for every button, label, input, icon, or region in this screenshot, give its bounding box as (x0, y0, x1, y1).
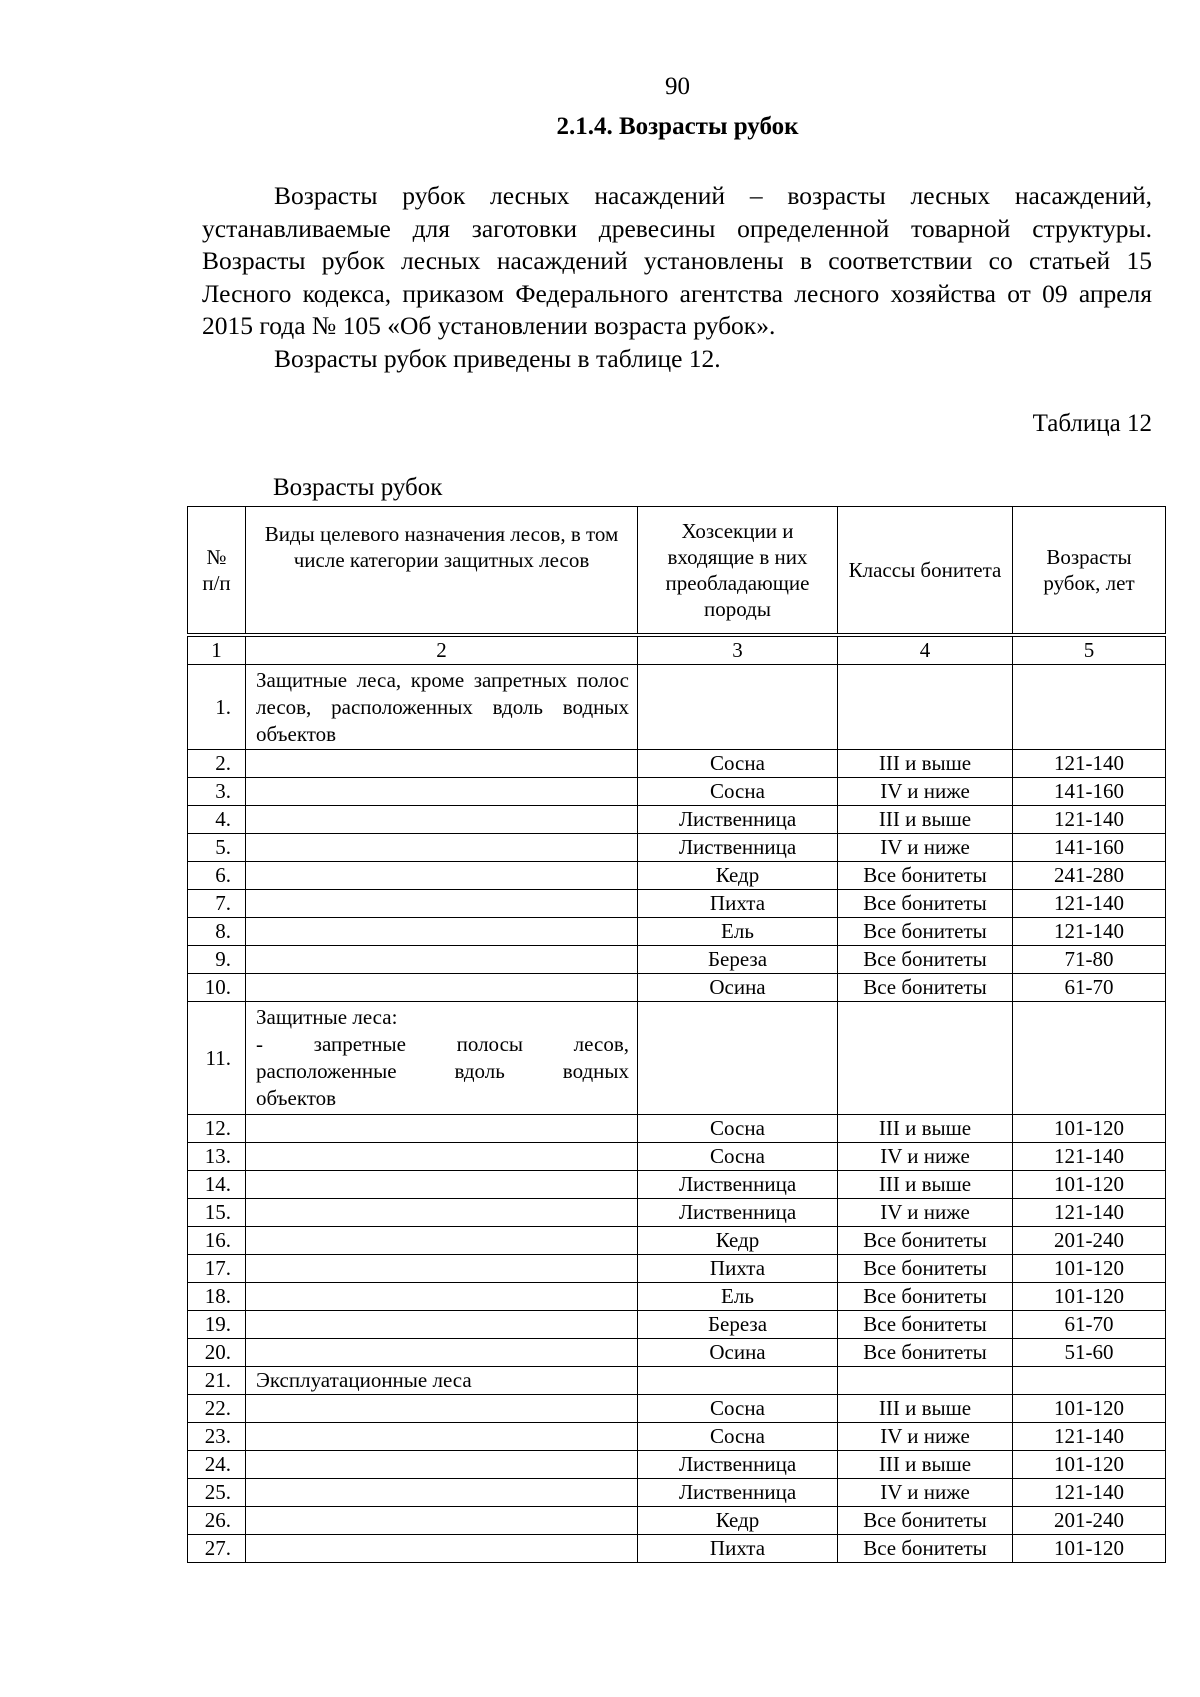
table-row (188, 806, 1166, 834)
row-number: 14. (188, 1171, 246, 1199)
species-cell: Пихта (638, 1535, 838, 1563)
row-number: 26. (188, 1507, 246, 1535)
bonitet-cell: Все бонитеты (838, 1283, 1013, 1311)
header-number-line1: № (206, 545, 227, 569)
table-row (188, 1199, 1166, 1227)
purpose-cell (246, 1339, 638, 1367)
row-number: 17. (188, 1255, 246, 1283)
table-row (188, 665, 1166, 750)
column-number: 4 (838, 635, 1013, 665)
cutting-age-cell: 101-120 (1013, 1283, 1166, 1311)
cutting-age-cell (1013, 1002, 1166, 1115)
row-number: 12. (188, 1115, 246, 1143)
purpose-cell (246, 862, 638, 890)
species-cell (638, 1367, 838, 1395)
bonitet-cell: III и выше (838, 1451, 1013, 1479)
species-cell: Лиственница (638, 1479, 838, 1507)
purpose-cell (246, 778, 638, 806)
header-number (188, 507, 246, 636)
cutting-age-cell: 51-60 (1013, 1339, 1166, 1367)
purpose-cell (246, 1227, 638, 1255)
table-row (188, 1451, 1166, 1479)
row-number: 20. (188, 1339, 246, 1367)
table-row (188, 974, 1166, 1002)
bonitet-cell (838, 1002, 1013, 1115)
species-cell: Сосна (638, 750, 838, 778)
row-number: 4. (188, 806, 246, 834)
cutting-age-cell: 241-280 (1013, 862, 1166, 890)
cutting-age-cell: 121-140 (1013, 750, 1166, 778)
table-row (188, 1115, 1166, 1143)
category-line: - запретные полосы лесов, (256, 1032, 629, 1056)
bonitet-cell: III и выше (838, 1171, 1013, 1199)
purpose-cell (246, 1507, 638, 1535)
bonitet-cell: Все бонитеты (838, 1227, 1013, 1255)
purpose-cell (246, 1255, 638, 1283)
purpose-cell (246, 750, 638, 778)
row-number: 10. (188, 974, 246, 1002)
table-header-row (188, 507, 1166, 636)
table-row (188, 1255, 1166, 1283)
category-protective-strips (246, 1002, 638, 1115)
table-row (188, 1227, 1166, 1255)
cutting-age-cell: 121-140 (1013, 1199, 1166, 1227)
bonitet-cell: III и выше (838, 806, 1013, 834)
row-number: 15. (188, 1199, 246, 1227)
table-row (188, 1479, 1166, 1507)
row-number: 21. (188, 1367, 246, 1395)
row-number: 7. (188, 890, 246, 918)
category-line: объектов (256, 1086, 337, 1110)
table-row (188, 1367, 1166, 1395)
bonitet-cell (838, 665, 1013, 750)
cutting-age-cell: 121-140 (1013, 806, 1166, 834)
page-number: 90 (665, 73, 690, 100)
table-row (188, 862, 1166, 890)
cutting-age-cell: 201-240 (1013, 1507, 1166, 1535)
bonitet-cell: IV и ниже (838, 1143, 1013, 1171)
row-number: 3. (188, 778, 246, 806)
cutting-age-cell: 121-140 (1013, 1479, 1166, 1507)
purpose-cell (246, 1479, 638, 1507)
species-cell: Пихта (638, 890, 838, 918)
row-number: 19. (188, 1311, 246, 1339)
table-row (188, 1507, 1166, 1535)
species-cell: Ель (638, 918, 838, 946)
purpose-cell (246, 1199, 638, 1227)
purpose-cell (246, 946, 638, 974)
row-number: 5. (188, 834, 246, 862)
table-row (188, 1171, 1166, 1199)
category-exploitation-forests: Эксплуатационные леса (246, 1367, 638, 1395)
purpose-cell (246, 1115, 638, 1143)
row-number: 23. (188, 1423, 246, 1451)
row-number: 16. (188, 1227, 246, 1255)
purpose-cell (246, 806, 638, 834)
row-number: 22. (188, 1395, 246, 1423)
purpose-cell (246, 1395, 638, 1423)
section-title: 2.1.4. Возрасты рубок (556, 113, 799, 140)
row-number: 24. (188, 1451, 246, 1479)
header-number-line2: п/п (202, 571, 231, 595)
bonitet-cell: Все бонитеты (838, 1507, 1013, 1535)
row-number: 11. (188, 1002, 246, 1115)
bonitet-cell (838, 1367, 1013, 1395)
purpose-cell (246, 1423, 638, 1451)
purpose-cell (246, 1171, 638, 1199)
cutting-age-cell: 71-80 (1013, 946, 1166, 974)
row-number: 6. (188, 862, 246, 890)
table-label: Таблица 12 (1032, 410, 1152, 437)
cutting-age-cell: 101-120 (1013, 1171, 1166, 1199)
species-cell: Лиственница (638, 806, 838, 834)
species-cell: Кедр (638, 1507, 838, 1535)
table-row (188, 834, 1166, 862)
bonitet-cell: Все бонитеты (838, 890, 1013, 918)
cutting-ages-table (187, 506, 1166, 1563)
cutting-age-cell: 121-140 (1013, 890, 1166, 918)
bonitet-cell: Все бонитеты (838, 1535, 1013, 1563)
species-cell: Осина (638, 1339, 838, 1367)
table-row (188, 918, 1166, 946)
species-cell: Лиственница (638, 1199, 838, 1227)
column-number: 1 (188, 635, 246, 665)
cutting-age-cell (1013, 665, 1166, 750)
species-cell: Кедр (638, 1227, 838, 1255)
purpose-cell (246, 1311, 638, 1339)
table-row (188, 1311, 1166, 1339)
row-number: 27. (188, 1535, 246, 1563)
row-number: 9. (188, 946, 246, 974)
cutting-age-cell: 201-240 (1013, 1227, 1166, 1255)
bonitet-cell: Все бонитеты (838, 946, 1013, 974)
bonitet-cell: IV и ниже (838, 778, 1013, 806)
cutting-age-cell: 61-70 (1013, 1311, 1166, 1339)
header-bonitet: Классы бонитета (838, 507, 1013, 636)
bonitet-cell: IV и ниже (838, 1479, 1013, 1507)
category-line: Защитные леса: (256, 1005, 398, 1029)
bonitet-cell: IV и ниже (838, 834, 1013, 862)
table-row (188, 890, 1166, 918)
bonitet-cell: Все бонитеты (838, 1311, 1013, 1339)
bonitet-cell: IV и ниже (838, 1423, 1013, 1451)
purpose-cell (246, 1143, 638, 1171)
bonitet-cell: III и выше (838, 750, 1013, 778)
category-protective-forests: Защитные леса, кроме запретных полос лесов, расположенных вдоль водных объектов (246, 665, 638, 750)
header-species: Хозсекции и входящие в них преобладающие породы (638, 507, 838, 636)
purpose-cell (246, 1535, 638, 1563)
bonitet-cell: Все бонитеты (838, 1339, 1013, 1367)
row-number: 13. (188, 1143, 246, 1171)
cutting-age-cell (1013, 1367, 1166, 1395)
species-cell: Лиственница (638, 834, 838, 862)
row-number: 18. (188, 1283, 246, 1311)
column-number: 5 (1013, 635, 1166, 665)
species-cell: Сосна (638, 778, 838, 806)
purpose-cell (246, 974, 638, 1002)
species-cell (638, 665, 838, 750)
cutting-age-cell: 141-160 (1013, 834, 1166, 862)
cutting-age-cell: 61-70 (1013, 974, 1166, 1002)
column-number: 2 (246, 635, 638, 665)
table-row (188, 1002, 1166, 1115)
species-cell: Лиственница (638, 1171, 838, 1199)
cutting-age-cell: 101-120 (1013, 1115, 1166, 1143)
cutting-age-cell: 101-120 (1013, 1535, 1166, 1563)
species-cell (638, 1002, 838, 1115)
species-cell: Береза (638, 1311, 838, 1339)
table-row (188, 1339, 1166, 1367)
table-row (188, 750, 1166, 778)
species-cell: Кедр (638, 862, 838, 890)
cutting-age-cell: 141-160 (1013, 778, 1166, 806)
bonitet-cell: Все бонитеты (838, 862, 1013, 890)
bonitet-cell: IV и ниже (838, 1199, 1013, 1227)
cutting-age-cell: 101-120 (1013, 1451, 1166, 1479)
paragraph-2: Возрасты рубок приведены в таблице 12. (274, 343, 721, 373)
category-line: расположенные вдоль водных (256, 1059, 629, 1083)
species-cell: Сосна (638, 1423, 838, 1451)
bonitet-cell: Все бонитеты (838, 1255, 1013, 1283)
cutting-age-cell: 121-140 (1013, 1423, 1166, 1451)
cutting-age-cell: 121-140 (1013, 1143, 1166, 1171)
bonitet-cell: III и выше (838, 1115, 1013, 1143)
table-row (188, 1395, 1166, 1423)
table-row (188, 1283, 1166, 1311)
header-age: Возрасты рубок, лет (1013, 507, 1166, 636)
body-text (202, 180, 1152, 375)
species-cell: Лиственница (638, 1451, 838, 1479)
row-number: 8. (188, 918, 246, 946)
table-caption: Возрасты рубок (273, 474, 443, 501)
species-cell: Пихта (638, 1255, 838, 1283)
purpose-cell (246, 918, 638, 946)
purpose-cell (246, 834, 638, 862)
species-cell: Ель (638, 1283, 838, 1311)
purpose-cell (246, 1283, 638, 1311)
bonitet-cell: Все бонитеты (838, 974, 1013, 1002)
row-number: 1. (188, 665, 246, 750)
table-row (188, 1423, 1166, 1451)
row-number: 25. (188, 1479, 246, 1507)
paragraph-1: Возрасты рубок лесных насаждений – возрасты лесных насаждений, устанавливаемые для заготовки древесины определенной товарной структуры. Возрасты рубок лесных насаждений установлены в соответствии со статьей 15 Лесного кодекса, приказом Федерального агентства лесного хозяйства от 09 апреля 2015 года № 105 «Об установлении возраста рубок». (202, 181, 1152, 340)
species-cell: Сосна (638, 1395, 838, 1423)
bonitet-cell: Все бонитеты (838, 918, 1013, 946)
purpose-cell (246, 1451, 638, 1479)
table-row (188, 1535, 1166, 1563)
table-row (188, 946, 1166, 974)
cutting-age-cell: 121-140 (1013, 918, 1166, 946)
species-cell: Сосна (638, 1115, 838, 1143)
column-number: 3 (638, 635, 838, 665)
bonitet-cell: III и выше (838, 1395, 1013, 1423)
species-cell: Сосна (638, 1143, 838, 1171)
header-purpose: Виды целевого назначения лесов, в том числе категории защитных лесов (246, 507, 638, 636)
cutting-age-cell: 101-120 (1013, 1255, 1166, 1283)
species-cell: Береза (638, 946, 838, 974)
table-row (188, 778, 1166, 806)
purpose-cell (246, 890, 638, 918)
column-number-row (188, 635, 1166, 665)
row-number: 2. (188, 750, 246, 778)
table-row (188, 1143, 1166, 1171)
cutting-age-cell: 101-120 (1013, 1395, 1166, 1423)
species-cell: Осина (638, 974, 838, 1002)
